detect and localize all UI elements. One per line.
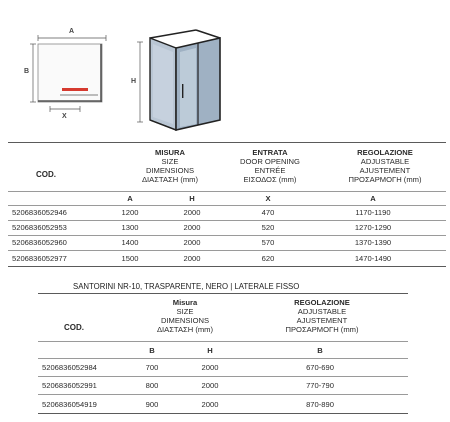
perspective-view-diagram (137, 30, 220, 130)
dimension-label-x: X (62, 113, 67, 120)
dimension-label-b: B (24, 68, 30, 75)
table-1-top-rule (8, 142, 446, 143)
table-1-subheader-a2: A (370, 194, 376, 203)
table-1-size-header: MISURA SIZE DIMENSIONS ΔΙΑΣΤΑΣΗ (mm) (141, 148, 199, 184)
dimension-label-a: A (69, 28, 75, 35)
table-1-cod-header: COD. (36, 170, 56, 179)
table-1-door-opening-header: ENTRATA DOOR OPENING ENTRÉE ΕΙΣΟΔΟΣ (mm) (240, 148, 300, 184)
table-1-subheader-a: A (127, 194, 133, 203)
table-1-subheader-h: H (189, 194, 195, 203)
dimension-label-h: H (131, 78, 137, 85)
table-2-cod-header: COD. (64, 323, 84, 332)
table-2-subheader-b2: B (317, 346, 323, 355)
table-2-size-header: Misura SIZE DIMENSIONS ΔΙΑΣΤΑΣΗ (mm) (156, 298, 214, 334)
table-2-subheader-h: H (207, 346, 213, 355)
shower-diagrams (0, 0, 450, 140)
table-2-title: SANTORINI NR-10, TRASPARENTE, NERO | LATERALE FISSO (73, 282, 300, 291)
table-1-adjustable-header: REGOLAZIONE ADJUSTABLE AJUSTEMENT ΠΡΟΣΑΡΜΟΓΗ (mm) (348, 148, 422, 184)
plan-view-diagram (30, 35, 106, 112)
table-2-adjustable-header: REGOLAZIONE ADJUSTABLE AJUSTEMENT ΠΡΟΣΑΡΜΟΓΗ (mm) (285, 298, 359, 334)
table-2-subheader-b: B (149, 346, 155, 355)
table-1-subheader-x: X (265, 194, 271, 203)
